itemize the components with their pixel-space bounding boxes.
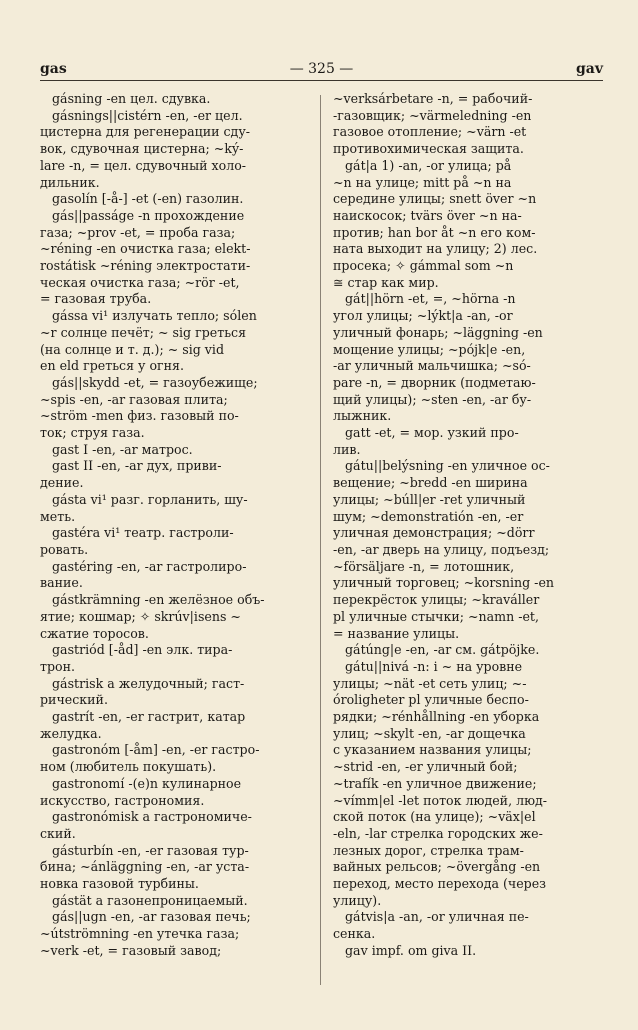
entry-line: ~trafík -en уличное движение; — [333, 775, 537, 791]
entry-line: уличная демонстрация; ~dörr — [333, 525, 535, 541]
entry-line: ~försäljare -n, = лотошник, — [333, 558, 515, 574]
entry-line: = газовая труба. — [40, 291, 152, 307]
entry-line: трон. — [40, 658, 76, 674]
entry-line: gastrít -en, -er гастрит, катар — [52, 709, 246, 725]
entry-line: бина; ~ánläggning -en, -ar уста- — [40, 859, 250, 875]
entry-line: -ar уличный мальчишка; ~só- — [333, 358, 531, 374]
entry-line: ческая очистка газа; ~rör -et, — [40, 274, 240, 290]
entry-line: óroligheter pl уличные беспо- — [333, 692, 529, 708]
entry-line: gás||skydd -et, = газоубежище; — [52, 374, 258, 390]
entry-line: меть. — [40, 508, 76, 524]
entry-line: щий улицы); ~sten -en, -ar бу- — [333, 391, 532, 407]
entry-line: вещение; ~bredd -en ширина — [333, 475, 528, 491]
entry-line: ток; струя газа. — [40, 425, 145, 441]
entry-line: сенка. — [333, 926, 376, 942]
entry-line: gát|a 1) -an, -or улица; på — [345, 157, 512, 173]
entry-line: ~útströmning -en утечка газа; — [40, 926, 240, 942]
entry-line: gast I -en, -ar матрос. — [52, 441, 193, 457]
entry-line: ~ström -men физ. газовый по- — [40, 408, 239, 424]
entry-line: улицу). — [333, 892, 382, 908]
dictionary-page — [40, 58, 603, 1018]
entry-line: gát||hörn -et, =, ~hörna -n — [345, 291, 516, 307]
entry-line: рядки; ~rénhållning -en уборка — [333, 709, 540, 725]
entry-line: мощение улицы; ~pójk|e -en, — [333, 341, 526, 357]
entry-line: ~réning -en очистка газа; elekt- — [40, 241, 251, 257]
entry-line: ровать. — [40, 541, 89, 557]
entry-line: en eld греться у огня. — [40, 358, 184, 374]
entry-line: gatt -et, = мор. узкий про- — [345, 425, 519, 441]
page-number: — 325 — — [289, 61, 354, 77]
entry-line: наискосок; tvärs över ~n на- — [333, 207, 522, 223]
entry-line: gásturbín -en, -er газовая тур- — [52, 842, 249, 858]
entry-line: ~r солнце печёт; ~ sig греться — [40, 324, 247, 340]
entry-line: вание. — [40, 575, 83, 591]
entry-line: gástät a газонепроницаемый. — [52, 892, 248, 908]
entry-line: лыжник. — [333, 408, 392, 424]
entry-line: рический. — [40, 692, 108, 708]
entry-line: середине улицы; snett över ~n — [333, 191, 537, 207]
entry-line: gátu||belýsning -en уличное ос- — [345, 458, 550, 474]
entry-line: gástkrämning -en желёзное объ- — [52, 592, 265, 608]
entry-line: угол улицы; ~lýkt|a -an, -or — [333, 308, 513, 324]
entry-line: ятие; кошмар; ✧ skrúv|isens ~ — [40, 608, 241, 624]
header-left-guideword: gas — [40, 61, 67, 77]
entry-line: gastéra vi¹ театр. гастроли- — [52, 525, 234, 541]
entry-line: ~vímm|el -let поток людей, люд- — [333, 792, 548, 808]
entry-line: (на солнце и т. д.); ~ sig vid — [40, 341, 225, 357]
entry-line: gastronomí -(e)n кулинарное — [52, 775, 242, 791]
entry-line: улицы; ~nät -et сеть улиц; ~- — [333, 675, 527, 691]
entry-line: ~verksárbetare -n, = рабочий- — [333, 91, 533, 106]
entry-line: gastriód [-åd] -en элк. тира- — [52, 642, 233, 658]
entry-line: дильник. — [40, 174, 100, 190]
entry-line: уличный торговец; ~korsning -en — [333, 575, 555, 591]
entry-line: против; han bor åt ~n его ком- — [333, 224, 536, 240]
entry-line: новка газовой турбины. — [40, 876, 199, 892]
entry-line: gav impf. om giva II. — [345, 942, 477, 958]
entry-line: gátúng|e -en, -ar см. gátpöjke. — [345, 642, 540, 658]
entry-line: улицы; ~búll|er -ret уличный — [333, 491, 526, 507]
entry-line: ном (любитель покушать). — [40, 759, 217, 775]
entry-line: gássa vi¹ излучать тепло; sólen — [52, 308, 257, 324]
entry-line: gastronóm [-åm] -en, -er гастро- — [52, 742, 260, 758]
entry-line: цистерна для регенерации сду- — [40, 124, 250, 140]
entry-line: gás||ugn -en, -ar газовая печь; — [52, 909, 251, 925]
entry-line: ский. — [40, 825, 76, 841]
entry-line: вок, сдувочная цистерна; ~ký- — [40, 141, 244, 157]
entry-line: gásnings||cistérn -en, -er цел. — [52, 107, 243, 123]
entry-line: искусство, гастрономия. — [40, 792, 205, 808]
entry-line: gátu||nivá -n: i ~ на уровне — [345, 658, 523, 674]
entry-line: gastéring -en, -ar гастролиро- — [52, 558, 247, 574]
entry-line: с указанием названия улицы; — [333, 742, 532, 758]
entry-line: rostátisk ~réning электростати- — [40, 258, 251, 274]
entry-line: pare -n, = дворник (подметаю- — [333, 374, 536, 390]
left-column — [40, 91, 306, 960]
entry-line: просека; ✧ gámmal som ~n — [333, 258, 514, 274]
entry-line: улиц; ~skylt -en, -ar дощечка — [333, 725, 526, 741]
entry-line: газа; ~prov -et, = проба газа; — [40, 224, 236, 240]
entry-line: ~n на улице; mitt på ~n на — [333, 174, 512, 190]
header-right-guideword: gav — [576, 61, 603, 77]
entry-line: gastronómisk a гастрономиче- — [52, 809, 252, 825]
page-header — [40, 58, 603, 81]
entry-line: gast II -en, -ar дух, приви- — [52, 458, 222, 474]
entry-line: = название улицы. — [333, 625, 460, 641]
entry-line: газовое отопление; ~värn -et — [333, 124, 527, 140]
entry-line: ~strid -en, -er уличный бой; — [333, 759, 518, 775]
entry-line: -eln, -lar стрелка городских же- — [333, 825, 543, 841]
entry-line: gás||passáge -n прохождение — [52, 207, 245, 223]
column-divider — [320, 95, 321, 985]
entry-line: лив. — [333, 441, 361, 457]
entry-line: шум; ~demonstratión -en, -er — [333, 508, 524, 524]
entry-line: lare -n, = цел. сдувочный холо- — [40, 157, 247, 173]
entry-line: ~spis -en, -ar газовая плита; — [40, 391, 228, 407]
entry-line: -газовщик; ~värmeledning -en — [333, 107, 532, 123]
entry-line: дение. — [40, 475, 84, 491]
entry-line: желудка. — [40, 725, 102, 741]
entry-line: переход, место перехода (через — [333, 876, 547, 892]
entry-line: gátvis|a -an, -or уличная пе- — [345, 909, 529, 925]
entry-line: gásning -en цел. сдувка. — [52, 91, 211, 106]
entry-line: gásta vi¹ разг. горланить, шу- — [52, 491, 248, 507]
entry-line: ской поток (на улице); ~väx|el — [333, 809, 536, 825]
entry-line: вайных рельсов; ~övergång -en — [333, 859, 541, 875]
entry-line: gasolín [-å-] -et (-en) газолин. — [52, 191, 244, 207]
entry-line: pl уличные стычки; ~namn -et, — [333, 608, 539, 624]
entry-line: противохимическая защита. — [333, 141, 524, 157]
entry-line: сжатие торосов. — [40, 625, 149, 641]
entry-line: -en, -ar дверь на улицу, подъезд; — [333, 541, 550, 557]
entry-line: лезных дорог, стрелка трам- — [333, 842, 524, 858]
entry-line: ната выходит на улицу; 2) лес. — [333, 241, 538, 257]
right-column — [333, 91, 599, 960]
entry-line: уличный фонарь; ~läggning -en — [333, 324, 543, 340]
entry-line: ~verk -et, = газовый завод; — [40, 942, 222, 958]
entry-line: перекрёсток улицы; ~kraváller — [333, 592, 540, 608]
entry-line: ≅ стар как мир. — [333, 274, 439, 290]
entry-line: gástrisk a желудочный; гаст- — [52, 675, 245, 691]
